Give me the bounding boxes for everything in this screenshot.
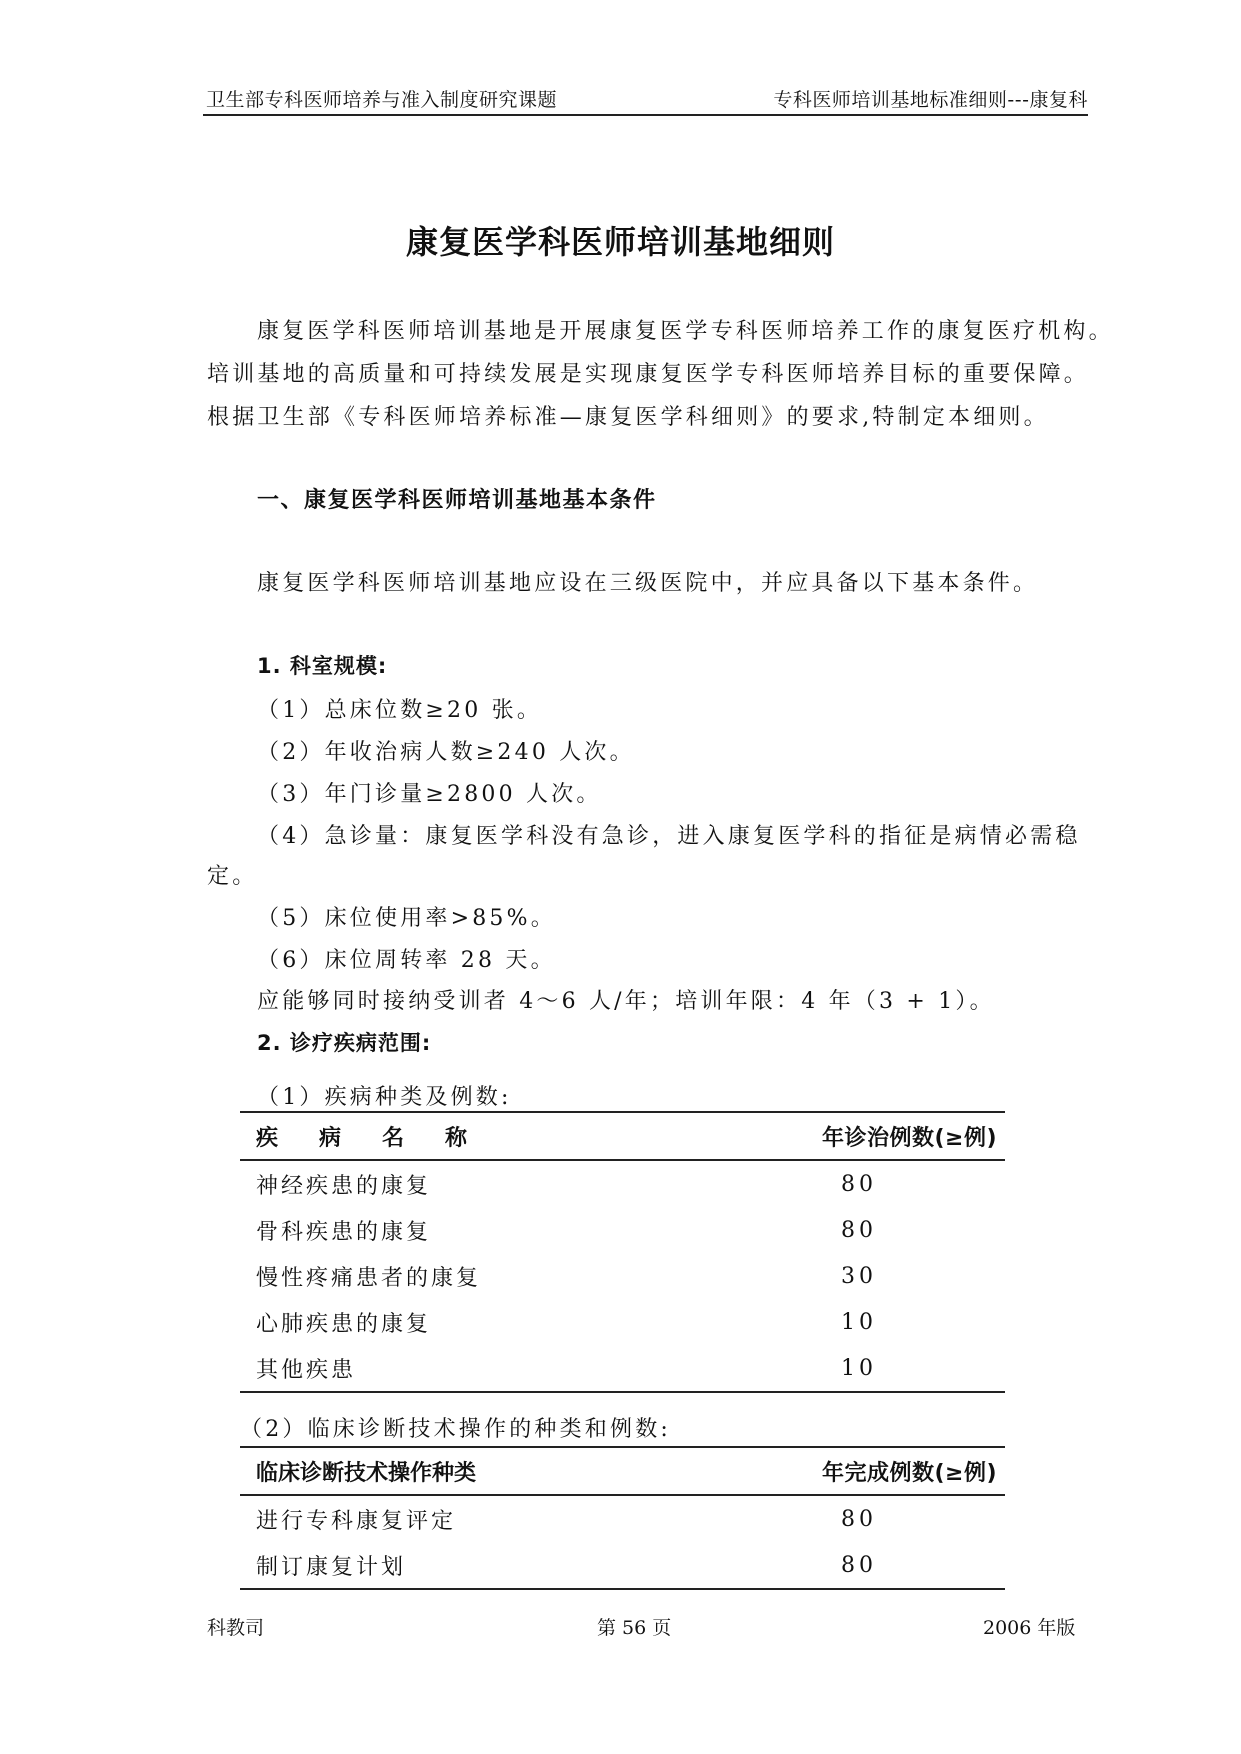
column-header-disease: 疾病名称	[256, 1125, 509, 1151]
list-item: （6）床位周转率 28 天。	[257, 948, 556, 973]
footer-left: 科教司	[207, 1617, 265, 1639]
page-title: 康复医学科医师培训基地细则	[405, 223, 835, 261]
footer-right: 2006 年版	[983, 1617, 1076, 1639]
intro-line-2: 培训基地的高质量和可持续发展是实现康复医学专科医师培养目标的重要保障。	[207, 362, 1090, 387]
header-rule	[203, 114, 1088, 116]
table-row	[240, 1299, 1005, 1345]
case-count: 10	[841, 1355, 877, 1381]
table-row	[240, 1495, 1005, 1542]
intro-line-1: 康复医学科医师培训基地是开展康复医学专科医师培养工作的康复医疗机构。	[257, 319, 1114, 344]
table-2-caption: （2）临床诊断技术操作的种类和例数:	[240, 1417, 672, 1442]
page-number: 第 56 页	[597, 1617, 672, 1639]
procedure-name: 进行专科康复评定	[256, 1508, 457, 1534]
case-count: 10	[841, 1309, 877, 1335]
case-count: 80	[841, 1506, 877, 1532]
list-item: （1）总床位数≥20 张。	[257, 698, 543, 723]
disease-name: 其他疾患	[256, 1357, 357, 1383]
disease-table	[240, 1111, 1005, 1393]
table-row	[240, 1253, 1005, 1299]
table-row	[240, 1345, 1005, 1392]
list-item: 应能够同时接纳受训者 4～6 人/年；培训年限：4 年（3 + 1）。	[257, 989, 995, 1014]
subsection-1-heading: 1. 科室规模:	[257, 654, 388, 678]
table-row	[240, 1542, 1005, 1589]
disease-name: 骨科疾患的康复	[256, 1219, 432, 1245]
procedure-name: 制订康复计划	[256, 1554, 407, 1580]
case-count: 80	[841, 1217, 877, 1243]
list-item-continuation: 定。	[207, 864, 258, 889]
table-row	[240, 1207, 1005, 1253]
column-header-procedure: 临床诊断技术操作种类	[256, 1460, 477, 1486]
case-count: 30	[841, 1263, 877, 1289]
list-item: （5）床位使用率>85%。	[257, 906, 556, 931]
list-item: （3）年门诊量≥2800 人次。	[257, 782, 602, 807]
header-right: 专科医师培训基地标准细则---康复科	[773, 89, 1088, 111]
list-item: （4）急诊量：康复医学科没有急诊，进入康复医学科的指征是病情必需稳	[257, 824, 1081, 849]
subsection-2-heading: 2. 诊疗疾病范围:	[257, 1031, 432, 1055]
section-1-heading: 一、康复医学科医师培训基地基本条件	[257, 488, 657, 513]
disease-name: 神经疾患的康复	[256, 1173, 432, 1199]
disease-name: 心肺疾患的康复	[256, 1311, 432, 1337]
disease-name: 慢性疼痛患者的康复	[256, 1265, 482, 1291]
header-left: 卫生部专科医师培养与准入制度研究课题	[206, 89, 558, 111]
case-count: 80	[841, 1171, 877, 1197]
column-header-count: 年诊治例数(≥例)	[821, 1125, 997, 1151]
list-item: （2）年收治病人数≥240 人次。	[257, 740, 635, 765]
case-count: 80	[841, 1552, 877, 1578]
table-1-caption: （1）疾病种类及例数:	[257, 1085, 512, 1110]
procedure-table	[240, 1446, 1005, 1590]
column-header-count: 年完成例数(≥例)	[821, 1460, 997, 1486]
intro-line-3: 根据卫生部《专科医师培养标准—康复医学科细则》的要求,特制定本细则。	[207, 405, 1049, 430]
table-row	[240, 1160, 1005, 1207]
table-header-row	[240, 1447, 1005, 1495]
table-header-row	[240, 1112, 1005, 1160]
section-1-text: 康复医学科医师培训基地应设在三级医院中，并应具备以下基本条件。	[257, 571, 1039, 596]
